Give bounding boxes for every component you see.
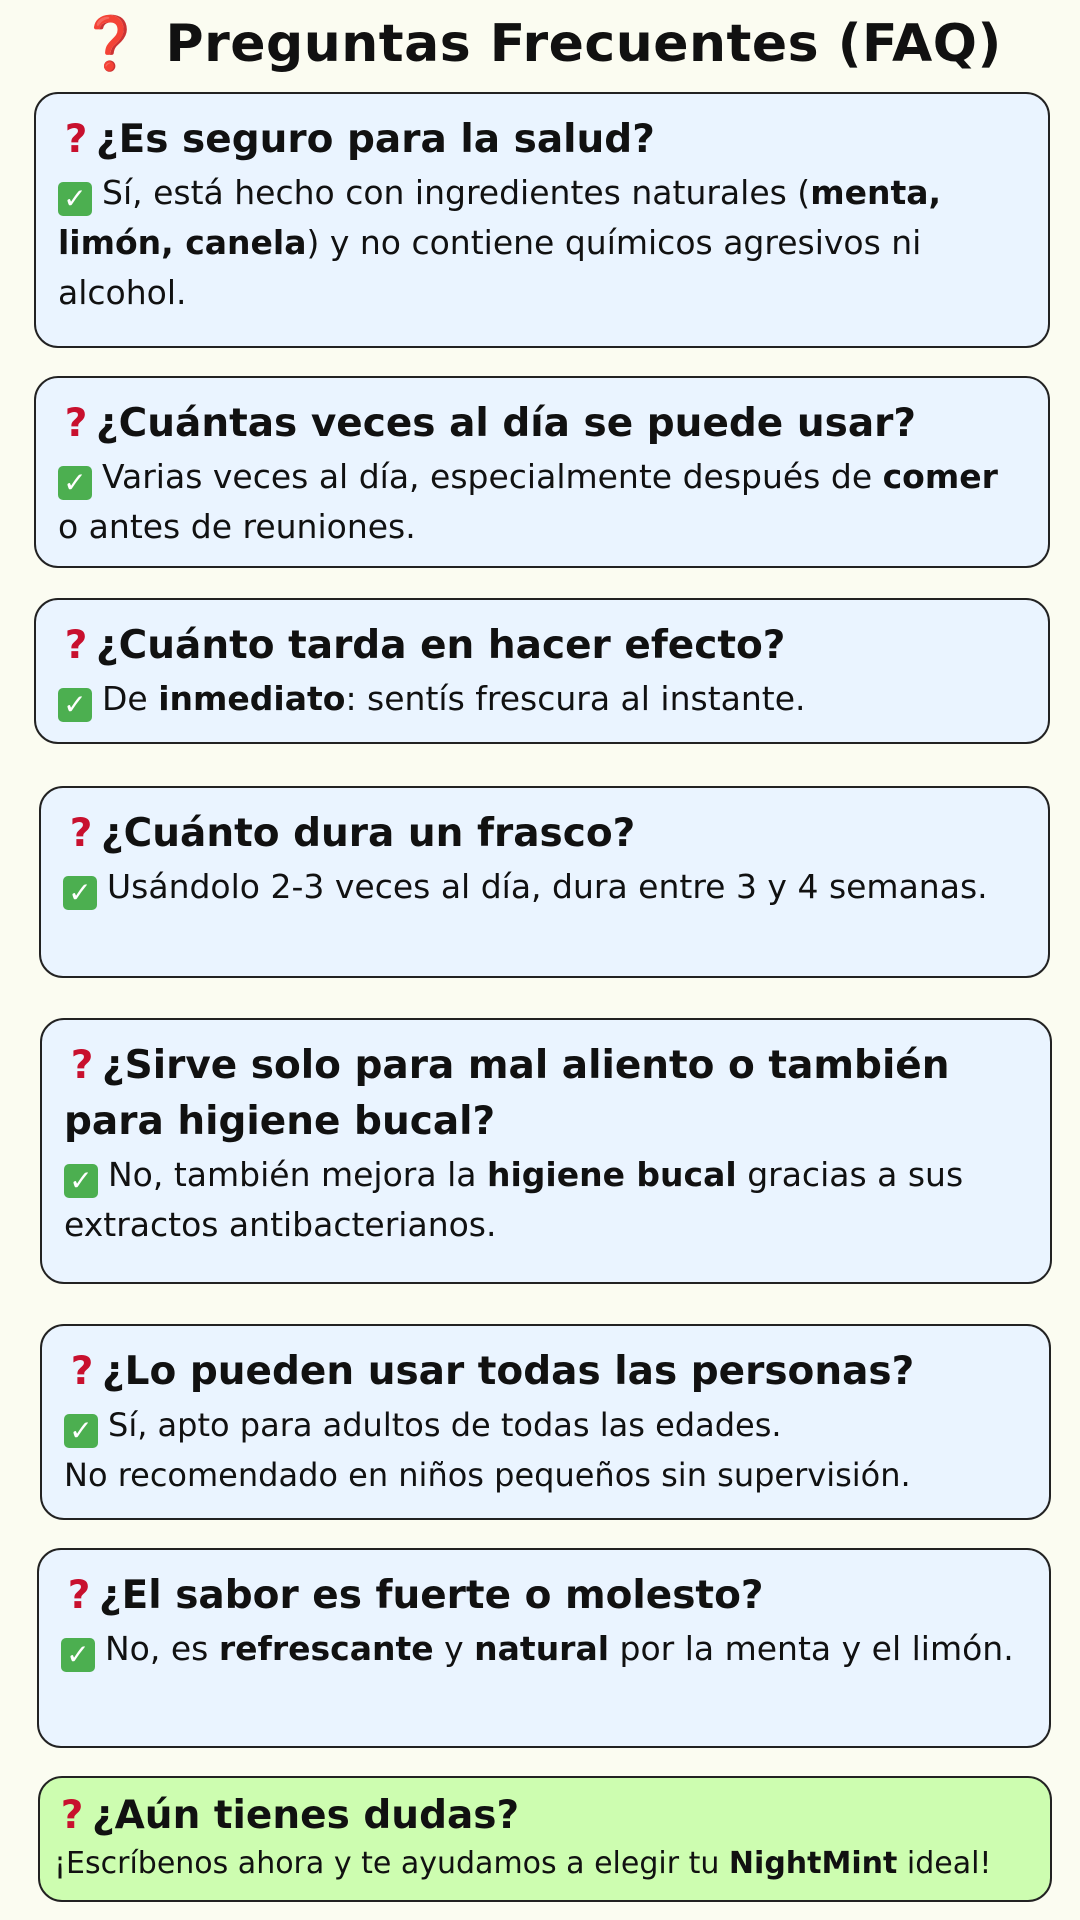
- check-mark-icon: ✓: [58, 688, 92, 722]
- page-title-text: Preguntas Frecuentes (FAQ): [165, 14, 1002, 74]
- question-mark-icon: ?: [69, 811, 93, 856]
- check-mark-icon: ✓: [64, 1414, 98, 1448]
- faq-answer: ✓ No, es refrescante y natural por la menta y el limón.: [61, 1624, 1029, 1674]
- faq-question: [58, 618, 1028, 674]
- faq-question-text: ¿Cuántas veces al día se puede usar?: [96, 401, 916, 446]
- faq-card-4: [39, 786, 1050, 978]
- question-mark-icon: ?: [70, 1043, 94, 1088]
- faq-question: [63, 806, 1028, 862]
- question-mark-icon: ?: [64, 401, 88, 446]
- question-mark-icon: ❓: [78, 14, 144, 74]
- faq-card-5: [40, 1018, 1052, 1284]
- faq-card-6: [40, 1324, 1051, 1520]
- faq-question-text: ¿Es seguro para la salud?: [96, 117, 655, 162]
- faq-card-7: [37, 1548, 1051, 1748]
- emphasis-text: comer: [882, 457, 998, 496]
- question-mark-icon: ?: [70, 1349, 94, 1394]
- check-mark-icon: ✓: [58, 466, 92, 500]
- cta-card: [38, 1776, 1052, 1902]
- emphasis-text: menta, limón, canela: [58, 173, 942, 262]
- faq-question: [61, 1568, 1029, 1624]
- page-title: [0, 8, 1080, 80]
- question-mark-icon: ?: [64, 623, 88, 668]
- emphasis-text: refrescante: [218, 1629, 434, 1668]
- emphasis-text: higiene bucal: [486, 1155, 737, 1194]
- faq-answer: ✓ De inmediato: sentís frescura al instante.: [58, 674, 1028, 724]
- check-mark-icon: ✓: [58, 182, 92, 216]
- faq-answer: ✓ No, también mejora la higiene bucal gracias a sus extractos antibacterianos.: [64, 1155, 964, 1244]
- cta-question-text: ¿Aún tienes dudas?: [92, 1793, 520, 1838]
- faq-card-2: [34, 376, 1050, 568]
- question-mark-icon: ?: [60, 1793, 84, 1838]
- faq-question: [58, 112, 1028, 168]
- emphasis-text: inmediato: [158, 679, 346, 718]
- faq-answer: ✓ Varias veces al día, especialmente después de comer o antes de reuniones.: [58, 457, 998, 546]
- faq-answer: ✓ Sí, está hecho con ingredientes naturales (menta, limón, canela) y no contiene químicos agresivos ni alcohol.: [58, 173, 942, 312]
- faq-question: [64, 1038, 1030, 1150]
- check-mark-icon: ✓: [64, 1164, 98, 1198]
- faq-card-1: [34, 92, 1050, 348]
- faq-answer: ✓ Sí, apto para adultos de todas las edades. No recomendado en niños pequeños sin supervisión.: [64, 1406, 911, 1494]
- faq-answer: ✓ Usándolo 2-3 veces al día, dura entre 3 y 4 semanas.: [63, 862, 1028, 912]
- faq-question: [64, 1344, 1029, 1400]
- check-mark-icon: ✓: [61, 1638, 95, 1672]
- faq-question-text: ¿Sirve solo para mal aliento o también para higiene bucal?: [64, 1043, 950, 1144]
- cta-text: ¡Escríbenos ahora y te ayudamos a elegir tu NightMint ideal!: [54, 1846, 992, 1881]
- faq-question-text: ¿El sabor es fuerte o molesto?: [99, 1573, 764, 1618]
- faq-question-text: ¿Cuánto dura un frasco?: [101, 811, 636, 856]
- question-mark-icon: ?: [64, 117, 88, 162]
- cta-question: [54, 1790, 1036, 1842]
- check-mark-icon: ✓: [63, 876, 97, 910]
- faq-question: [58, 396, 1028, 452]
- faq-question-text: ¿Cuánto tarda en hacer efecto?: [96, 623, 786, 668]
- faq-card-3: [34, 598, 1050, 744]
- emphasis-text: NightMint: [728, 1846, 898, 1881]
- question-mark-icon: ?: [67, 1573, 91, 1618]
- faq-question-text: ¿Lo pueden usar todas las personas?: [102, 1349, 915, 1394]
- emphasis-text: natural: [474, 1629, 610, 1668]
